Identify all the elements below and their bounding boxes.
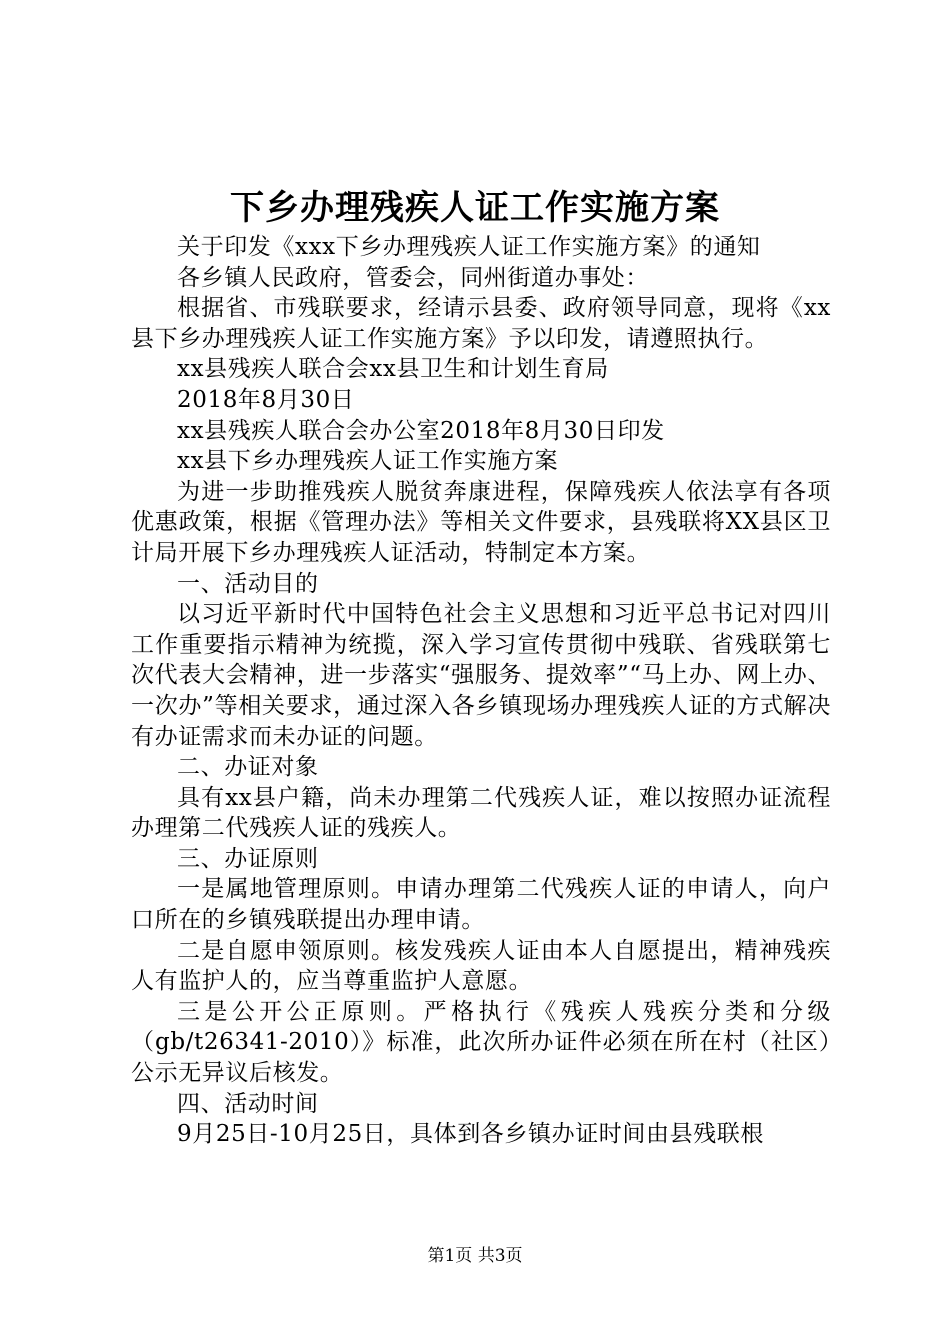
- target-paragraph: 具有xx县户籍，尚未办理第二代残疾人证，难以按照办证流程办理第二代残疾人证的残疾人。: [131, 784, 831, 842]
- time-paragraph: 9月25日-10月25日，具体到各乡镇办证时间由县残联根: [177, 1121, 765, 1148]
- plan-subtitle: xx县下乡办理残疾人证工作实施方案: [177, 448, 559, 475]
- principle-paragraph-2: 二是自愿申领原则。核发残疾人证由本人自愿提出，精神残疾人有监护人的，应当尊重监护人意愿。: [131, 937, 831, 995]
- section-heading-purpose: 一、活动目的: [177, 570, 319, 597]
- document-body: [131, 232, 831, 1150]
- document-title: 下乡办理残疾人证工作实施方案: [230, 188, 720, 228]
- print-issue-line: xx县残疾人联合会办公室2018年8月30日印发: [177, 417, 665, 444]
- issue-date: 2018年8月30日: [177, 386, 355, 413]
- notice-heading: 关于印发《xxx下乡办理残疾人证工作实施方案》的通知: [177, 234, 761, 260]
- section-heading-target: 二、办证对象: [177, 754, 319, 781]
- principle-paragraph-1: 一是属地管理原则。申请办理第二代残疾人证的申请人，向户口所在的乡镇残联提出办理申请。: [131, 876, 831, 934]
- principle-paragraph-3: 三是公开公正原则。严格执行《残疾人残疾分类和分级（gb/t26341-2010）》标准，此次所办证件必须在所在村（社区）公示无异议后核发。: [131, 998, 831, 1087]
- page-footer: 第1页 共3页: [427, 1246, 523, 1266]
- section-heading-principles: 三、办证原则: [177, 845, 319, 872]
- notice-body-paragraph: 根据省、市残联要求，经请示县委、政府领导同意，现将《xx县下乡办理残疾人证工作实施方案》予以印发，请遵照执行。: [131, 295, 831, 352]
- section-heading-time: 四、活动时间: [177, 1090, 319, 1117]
- intro-paragraph: 为进一步助推残疾人脱贫奔康进程，保障残疾人依法享有各项优惠政策，根据《管理办法》等相关文件要求，县残联将XX县区卫计局开展下乡办理残疾人证活动，特制定本方案。: [131, 478, 831, 566]
- addressee-line: 各乡镇人民政府，管委会，同州街道办事处：: [177, 264, 649, 291]
- purpose-paragraph: 以习近平新时代中国特色社会主义思想和习近平总书记对四川工作重要指示精神为统揽，深入学习宣传贯彻中残联、省残联第七次代表大会精神，进一步落实“强服务、提效率”“马上办、网上办、一次办”等相关要求，通过深入各乡镇现场办理残疾人证的方式解决有办证需求而未办证的问题。: [131, 601, 831, 750]
- issuing-organizations: xx县残疾人联合会xx县卫生和计划生育局: [177, 356, 609, 383]
